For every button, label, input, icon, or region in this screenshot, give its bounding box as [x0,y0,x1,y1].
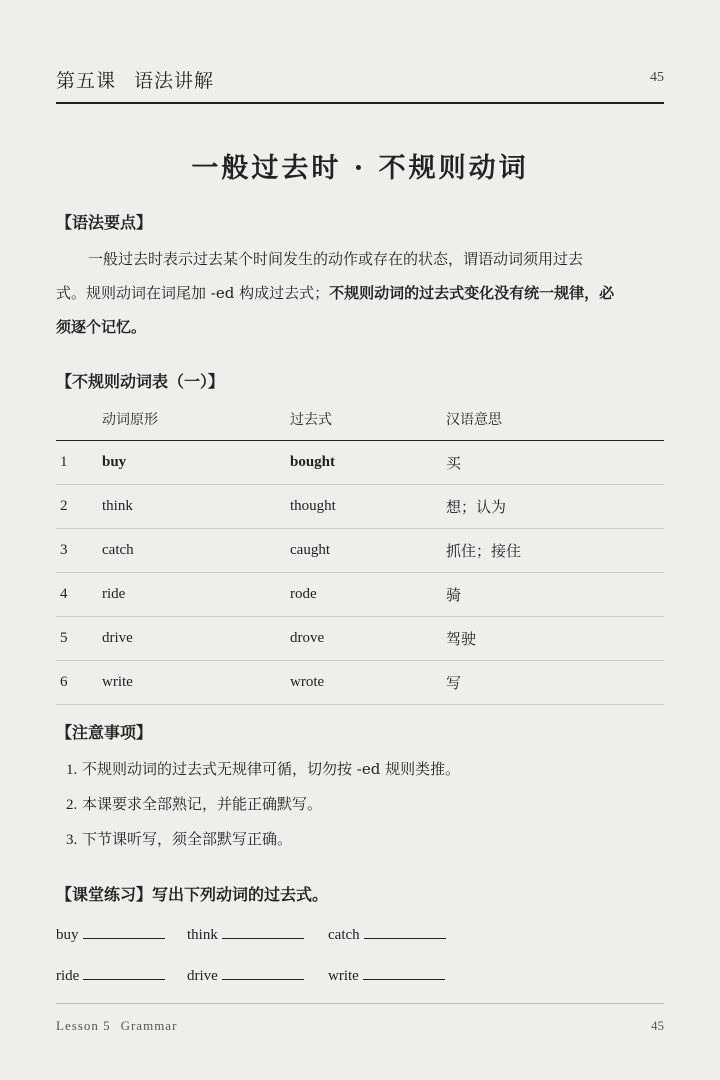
column-header-number [56,398,101,441]
textbook-page [56,0,664,1080]
header-lesson: 第五课 [56,70,117,92]
list-item: 3. 下节课听写，须全部默写正确。 [66,830,293,848]
notes-heading: 【注意事项】 [56,723,153,742]
table-row [56,485,664,529]
header-topic: 语法讲解 [134,70,215,92]
answer-blank[interactable] [363,967,445,980]
row-number: 3 [56,529,101,573]
table-row [56,617,664,661]
verb-meaning: 驾驶 [445,617,664,661]
verb-past-tense: rode [289,573,445,617]
answer-blank[interactable] [222,967,304,980]
verb-base-form: drive [101,617,289,661]
irregular-verb-table [56,398,664,705]
grammar-line-1: 一般过去时表示过去某个时间发生的动作或存在的状态，谓语动词须用过去 [88,250,584,268]
exercise-item: write [328,967,445,985]
table-row [56,441,664,485]
table-header-row [56,398,664,441]
verb-base-form: buy [101,441,289,485]
verb-meaning: 买 [445,441,664,485]
exercise-heading: 【课堂练习】写出下列动词的过去式。 [56,885,329,904]
footer-page-number: 45 [651,1018,664,1033]
verb-base-form: catch [101,529,289,573]
table-row [56,573,664,617]
exercise-item: ride [56,967,165,985]
row-number: 4 [56,573,101,617]
verb-past-tense: thought [289,485,445,529]
verb-base-form: ride [101,573,289,617]
verb-base-form: write [101,661,289,705]
header-title [56,66,214,93]
grammar-emphasis-2: 须逐个记忆。 [56,318,147,336]
grammar-line-3 [56,310,664,344]
table-row [56,661,664,705]
exercise-item: think [187,926,304,944]
list-item: 1. 不规则动词的过去式无规律可循，切勿按 -ed 规则类推。 [66,760,461,778]
page-footer [56,1003,664,1044]
footer-title: Lesson 5 Grammar [56,1018,178,1033]
verb-meaning: 写 [445,661,664,705]
column-header-base-form: 动词原形 [101,398,289,441]
row-number: 1 [56,441,101,485]
verb-past-tense: drove [289,617,445,661]
row-number: 5 [56,617,101,661]
grammar-paragraph [56,242,664,344]
verb-past-tense: caught [289,529,445,573]
verb-past-tense: wrote [289,661,445,705]
answer-blank[interactable] [83,926,165,939]
column-header-meaning: 汉语意思 [445,398,664,441]
exercise-item: catch [328,926,446,944]
answer-blank[interactable] [222,926,304,939]
row-number: 6 [56,661,101,705]
verb-base-form: think [101,485,289,529]
page-title: 一般过去时 · 不规则动词 [191,153,529,184]
verb-meaning: 想；认为 [445,485,664,529]
list-item: 2. 本课要求全部熟记，并能正确默写。 [66,795,323,813]
grammar-emphasis-1: 不规则动词的过去式变化没有统一规律，必 [329,284,615,302]
grammar-heading: 【语法要点】 [56,213,153,232]
column-header-past-tense: 过去式 [289,398,445,441]
notes-list [66,752,460,857]
grammar-line-2: 式。规则动词在词尾加 -ed 构成过去式；不规则动词的过去式变化没有统一规律，必 [56,284,615,302]
verb-past-tense: bought [289,441,445,485]
row-number: 2 [56,485,101,529]
exercise-item: buy [56,926,165,944]
answer-blank[interactable] [83,967,165,980]
table-row [56,529,664,573]
header-page-number: 45 [650,70,664,85]
page-header [56,62,664,104]
verb-meaning: 骑 [445,573,664,617]
exercise-item: drive [187,967,304,985]
verb-meaning: 抓住；接住 [445,529,664,573]
table-heading: 【不规则动词表（一）】 [56,372,225,391]
answer-blank[interactable] [364,926,446,939]
